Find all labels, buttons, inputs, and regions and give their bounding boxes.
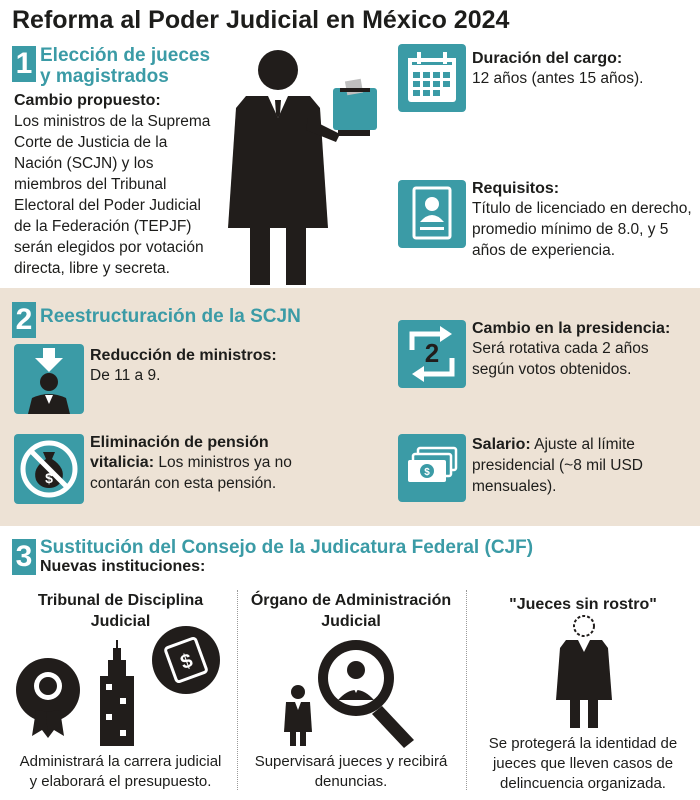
section-1-title-line-1: Elección de jueces [40, 45, 211, 66]
rotation-icon [398, 320, 466, 388]
pension-text-1: Los ministros ya no [154, 454, 292, 471]
cambio-line-0: Los ministros de la Suprema [14, 113, 211, 130]
magnifier-illustration [282, 636, 422, 748]
pension-heading-2: vitalicia: [90, 454, 155, 471]
section-3-number: 3 [12, 539, 36, 575]
building-icon [100, 640, 134, 746]
presidencia-block [472, 320, 670, 380]
section-1-title [40, 45, 210, 87]
section-3-subtitle: Nuevas instituciones: [40, 558, 206, 575]
section-1-title-line-2: y magistrados [40, 66, 169, 87]
requisitos-line-2: años de experiencia. [472, 242, 616, 259]
faceless-judge-icon [556, 614, 612, 730]
section-2-title: Reestructuración de la SCJN [40, 306, 301, 327]
pension-text-2: contarán con esta pensión. [90, 475, 277, 492]
col2-text [240, 752, 462, 792]
section-2-number: 2 [12, 302, 36, 338]
tribunal-illustration [12, 626, 222, 746]
magnifier-icon [318, 640, 414, 748]
calendar-icon [398, 44, 466, 112]
cambio-line-3: miembros del Tribunal [14, 176, 167, 193]
col3-title [470, 594, 696, 615]
pension-heading: Eliminación de pensión [90, 434, 269, 451]
salario-heading: Salario: [472, 436, 531, 453]
cambio-line-7: directa, libre y secreta. [14, 260, 170, 277]
budget-scroll-icon [152, 626, 220, 694]
col2-text-line-1: denuncias. [314, 773, 388, 790]
cambio-line-5: de la Federación (TEPJF) [14, 218, 192, 235]
pension-line-1 [90, 452, 390, 473]
requisitos-line-1: promedio mínimo de 8.0, y 5 [472, 221, 669, 238]
col1-title-line-0: Tribunal de Disciplina [37, 592, 204, 609]
salario-text-3: mensuales). [472, 478, 557, 495]
col2-title [240, 590, 462, 632]
no-pension-icon [14, 434, 84, 504]
col1-text-line-1: y elaborará el presupuesto. [29, 773, 212, 790]
col3-text [470, 734, 696, 794]
col1-title-line-1: Judicial [90, 613, 151, 630]
duracion-heading: Duración del cargo: [472, 50, 623, 67]
money-icon [398, 434, 466, 502]
cambio-line-6: serán elegidos por votación [14, 239, 204, 256]
cambio-line-1: Corte de Justicia de la [14, 134, 168, 151]
salario-block [472, 434, 643, 497]
duracion-block [472, 50, 643, 89]
col1-text [8, 752, 233, 792]
pension-block [90, 434, 390, 494]
requisitos-heading: Requisitos: [472, 180, 560, 197]
page-title: Reforma al Poder Judicial en México 2024 [12, 6, 510, 34]
requisitos-line-0: Título de licenciado en derecho, [472, 200, 692, 217]
presidencia-line-1: según votos obtenidos. [472, 361, 632, 378]
salario-text-2: presidencial (~8 mil USD [472, 457, 643, 474]
presidencia-heading: Cambio en la presidencia: [472, 320, 671, 337]
requisitos-block [472, 180, 692, 261]
small-person-icon [284, 685, 312, 746]
reduccion-block [90, 347, 277, 386]
cambio-propuesto-block [14, 92, 229, 279]
salario-line-1 [472, 434, 643, 455]
col1-text-line-0: Administrará la carrera judicial [19, 753, 222, 770]
svg-text:$: $ [45, 470, 53, 486]
id-card-icon [398, 180, 466, 248]
col2-title-line-1: Judicial [321, 613, 381, 630]
column-divider-1 [237, 590, 239, 790]
presidencia-line-0: Será rotativa cada 2 años [472, 340, 649, 357]
rotation-number: 2 [424, 338, 440, 368]
cambio-line-2: Nación (SCJN) y los [14, 155, 154, 172]
col3-text-line-1: jueces que lleven casos de [492, 755, 674, 772]
column-divider-2 [466, 590, 468, 790]
col3-text-line-2: delincuencia organizada. [500, 775, 666, 792]
col3-text-line-0: Se protegerá la identidad de [488, 735, 678, 752]
col2-title-line-0: Órgano de Administración [250, 592, 452, 609]
reduccion-heading: Reducción de ministros: [90, 347, 277, 364]
section-1-number: 1 [12, 46, 36, 82]
cambio-line-4: Electoral del Poder Judicial [14, 197, 201, 214]
duracion-text: 12 años (antes 15 años). [472, 70, 644, 87]
svg-text:$: $ [177, 649, 196, 675]
reduction-person-icon [14, 344, 84, 414]
cambio-heading: Cambio propuesto: [14, 92, 161, 109]
judge-voting-icon [228, 48, 388, 288]
col3-title-line-0: "Jueces sin rostro" [509, 596, 657, 613]
reduccion-text: De 11 a 9. [90, 367, 161, 384]
seal-icon [16, 658, 80, 738]
salario-text-1: Ajuste al límite [530, 436, 635, 453]
svg-text:$: $ [424, 467, 430, 478]
section-3-title: Sustitución del Consejo de la Judicatura Federal (CJF) [40, 537, 534, 558]
col2-text-line-0: Supervisará jueces y recibirá [254, 753, 448, 770]
